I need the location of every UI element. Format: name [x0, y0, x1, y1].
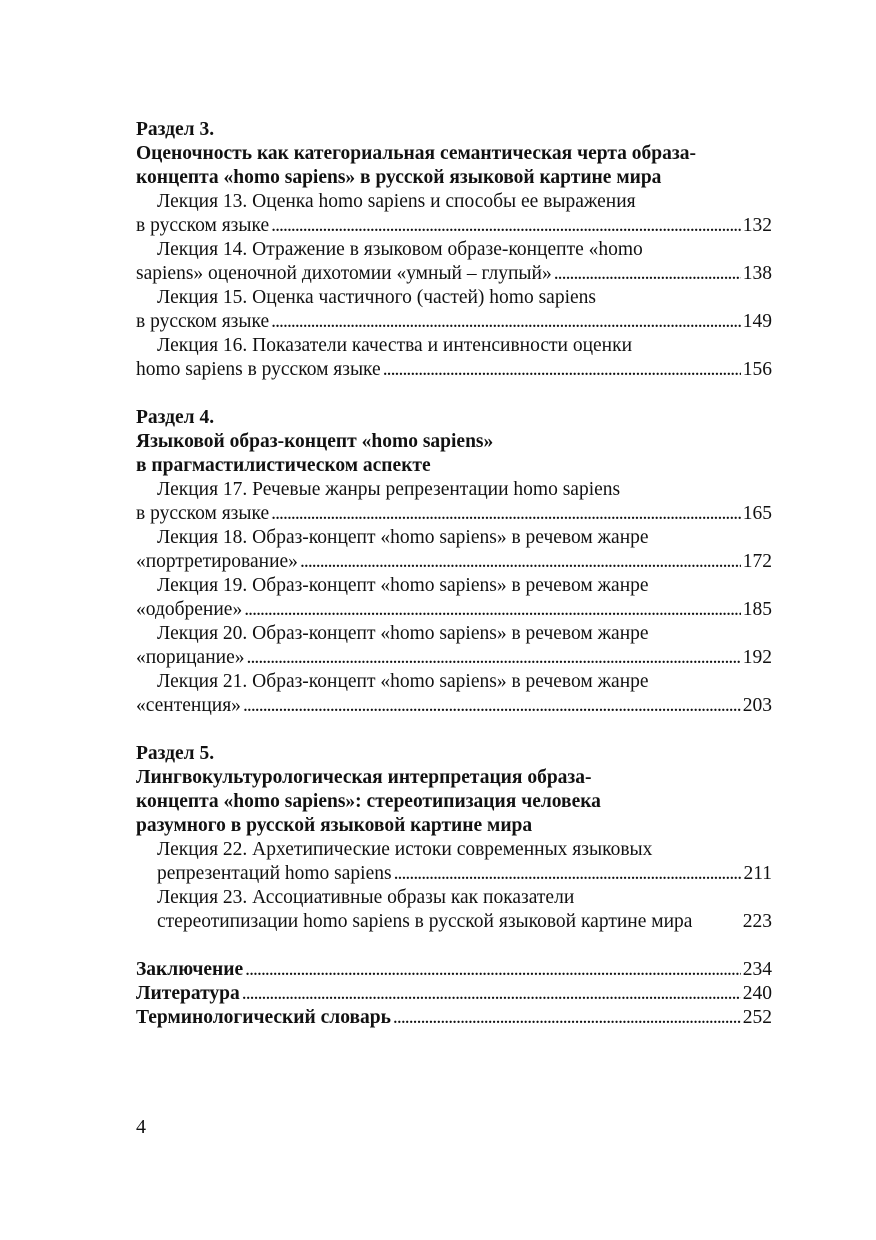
table-of-contents [136, 118, 772, 1030]
section-title-line: Оценочность как категориальная семантическая черта образа- [136, 143, 696, 164]
toc-entry-lecture-22[interactable] [136, 838, 772, 886]
section-title-line: Языковой образ-концепт «homo sapiens» [136, 431, 494, 452]
page-ref: 234 [742, 959, 772, 980]
page-ref: 156 [742, 359, 772, 380]
lecture-title: Лекция 17. Речевые жанры репрезентации homo sapiens [157, 479, 621, 500]
back-matter [136, 958, 772, 1030]
section-title-line: разумного в русской языковой картине мира [136, 815, 533, 836]
dot-leader [271, 502, 741, 526]
section-4 [136, 406, 772, 718]
entry-label: Литература [136, 983, 240, 1004]
dot-leader [242, 982, 741, 1006]
dot-leader [300, 550, 741, 574]
page-ref: 165 [742, 503, 772, 524]
lecture-title: Лекция 14. Отражение в языковом образе-концепте «homo [157, 239, 643, 260]
page-ref: 138 [742, 263, 772, 284]
page-ref: 223 [742, 911, 772, 932]
page-number: 4 [136, 1116, 146, 1138]
lecture-title: Лекция 15. Оценка частичного (частей) homo sapiens [157, 287, 596, 308]
page-ref: 192 [742, 647, 772, 668]
section-title-line: концепта «homo sapiens» в русской языковой картине мира [136, 167, 662, 188]
lecture-line [136, 310, 772, 334]
lecture-title-cont: sapiens» оценочной дихотомии «умный – глупый» [136, 263, 552, 284]
lecture-title-cont: стереотипизации homo sapiens в русской языковой картине мира [157, 911, 693, 932]
page-ref: 185 [742, 599, 772, 620]
lecture-title-cont: «портретирование» [136, 551, 298, 572]
section-title-line: Лингвокультурологическая интерпретация образа- [136, 767, 592, 788]
section-heading: Раздел 3. [136, 119, 215, 140]
lecture-title: Лекция 20. Образ-концепт «homo sapiens» в речевом жанре [157, 623, 649, 644]
page-ref: 203 [742, 695, 772, 716]
dot-leader [247, 646, 741, 670]
lecture-title: Лекция 16. Показатели качества и интенсивности оценки [157, 335, 633, 356]
lecture-title-cont: «порицание» [136, 647, 245, 668]
lecture-line [136, 262, 772, 286]
section-heading: Раздел 4. [136, 407, 215, 428]
dot-leader [245, 958, 741, 982]
spacer [136, 934, 772, 958]
dot-leader [393, 1006, 741, 1030]
lecture-line [136, 358, 772, 382]
lecture-line [136, 214, 772, 238]
section-5 [136, 742, 772, 934]
lecture-title: Лекция 18. Образ-концепт «homo sapiens» в речевом жанре [157, 527, 649, 548]
section-heading: Раздел 5. [136, 743, 215, 764]
lecture-line [136, 910, 772, 934]
toc-entry-literature[interactable] [136, 982, 772, 1006]
lecture-title-cont: в русском языке [136, 503, 270, 524]
page-ref: 211 [743, 863, 772, 884]
toc-entry-lecture-18[interactable] [136, 526, 772, 574]
lecture-title-cont: homo sapiens в русском языке [136, 359, 381, 380]
toc-entry-lecture-20[interactable] [136, 622, 772, 670]
toc-entry-conclusion[interactable] [136, 958, 772, 982]
page-ref: 240 [742, 983, 772, 1004]
lecture-line [136, 502, 772, 526]
page-ref: 149 [742, 311, 772, 332]
dot-leader [383, 358, 741, 382]
lecture-title-cont: в русском языке [136, 311, 270, 332]
toc-entry-lecture-19[interactable] [136, 574, 772, 622]
lecture-title-cont: «одобрение» [136, 599, 243, 620]
lecture-line [136, 646, 772, 670]
entry-label: Заключение [136, 959, 244, 980]
entry-label: Терминологический словарь [136, 1007, 391, 1028]
page-ref: 252 [742, 1007, 772, 1028]
lecture-title: Лекция 13. Оценка homo sapiens и способы ее выражения [157, 191, 636, 212]
spacer [136, 718, 772, 742]
toc-entry-lecture-15[interactable] [136, 286, 772, 334]
dot-leader [244, 598, 741, 622]
spacer [136, 382, 772, 406]
toc-entry-lecture-17[interactable] [136, 478, 772, 526]
section-title-line: в прагмастилистическом аспекте [136, 455, 431, 476]
toc-entry-lecture-13[interactable] [136, 190, 772, 238]
lecture-title-cont: «сентенция» [136, 695, 241, 716]
dot-leader [271, 310, 741, 334]
lecture-title-cont: репрезентаций homo sapiens [157, 863, 392, 884]
lecture-line [136, 862, 772, 886]
lecture-title: Лекция 19. Образ-концепт «homo sapiens» в речевом жанре [157, 575, 649, 596]
page-ref: 132 [742, 215, 772, 236]
section-3 [136, 118, 772, 382]
toc-entry-glossary[interactable] [136, 1006, 772, 1030]
toc-entry-lecture-21[interactable] [136, 670, 772, 718]
lecture-title: Лекция 22. Архетипические истоки современных языковых [157, 839, 653, 860]
toc-entry-lecture-16[interactable] [136, 334, 772, 382]
page-ref: 172 [742, 551, 772, 572]
toc-entry-lecture-14[interactable] [136, 238, 772, 286]
lecture-line [136, 550, 772, 574]
dot-leader [243, 694, 741, 718]
dot-leader [271, 214, 741, 238]
lecture-title-cont: в русском языке [136, 215, 270, 236]
dot-leader [394, 862, 742, 886]
lecture-line [136, 598, 772, 622]
section-title-line: концепта «homo sapiens»: стереотипизация человека [136, 791, 601, 812]
lecture-title: Лекция 21. Образ-концепт «homo sapiens» в речевом жанре [157, 671, 649, 692]
dot-leader [554, 262, 741, 286]
lecture-title: Лекция 23. Ассоциативные образы как показатели [157, 887, 575, 908]
toc-entry-lecture-23[interactable] [136, 886, 772, 934]
lecture-line [136, 694, 772, 718]
